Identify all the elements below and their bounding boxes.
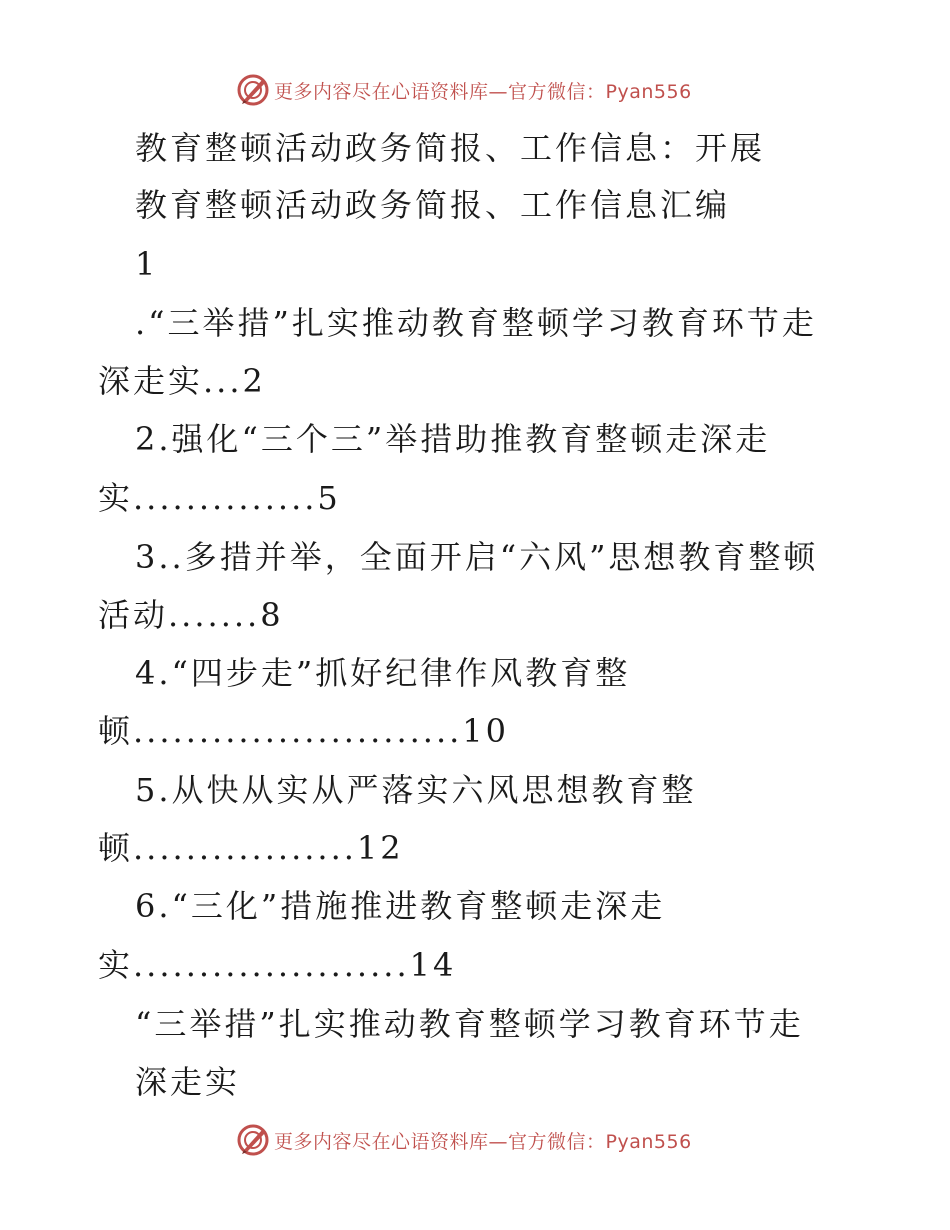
doc-title-line-2: 教育整顿活动政务简报、工作信息汇编: [135, 186, 731, 224]
pen-logo-icon: [236, 1123, 270, 1157]
toc-number: 1: [135, 245, 159, 283]
toc-item-3-line-1: 3..多措并举，全面开启“六风”思想教育整顿: [135, 538, 819, 576]
toc-item-2-line-2: 实..............5: [98, 479, 341, 517]
watermark-text: 更多内容尽在心语资料库—官方微信：Pyan556: [274, 80, 692, 103]
watermark-footer: [236, 1123, 692, 1157]
toc-item-3-line-2: 活动.......8: [98, 596, 284, 634]
toc-item-4-line-2: 顿.........................10: [98, 712, 510, 750]
toc-item-5-line-2: 顿.................12: [98, 829, 404, 867]
toc-item-1-line-2: 深走实...2: [98, 362, 266, 400]
section-heading-line-2: 深走实: [135, 1063, 241, 1101]
section-heading-line-1: “三举措”扎实推动教育整顿学习教育环节走: [135, 1005, 804, 1043]
toc-item-6-line-2: 实.....................14: [98, 946, 457, 984]
watermark-header: [236, 73, 692, 107]
watermark-text: 更多内容尽在心语资料库—官方微信：Pyan556: [274, 1130, 692, 1153]
pen-logo-icon: [236, 73, 270, 107]
doc-title-line-1: 教育整顿活动政务简报、工作信息：开展: [135, 129, 766, 167]
toc-item-2-line-1: 2.强化“三个三”举措助推教育整顿走深走: [135, 420, 771, 458]
toc-item-4-line-1: 4.“四步走”抓好纪律作风教育整: [135, 654, 631, 692]
toc-item-1-line-1: .“三举措”扎实推动教育整顿学习教育环节走: [135, 304, 817, 342]
toc-item-5-line-1: 5.从快从实从严落实六风思想教育整: [135, 771, 697, 809]
toc-item-6-line-1: 6.“三化”措施推进教育整顿走深走: [135, 887, 666, 925]
